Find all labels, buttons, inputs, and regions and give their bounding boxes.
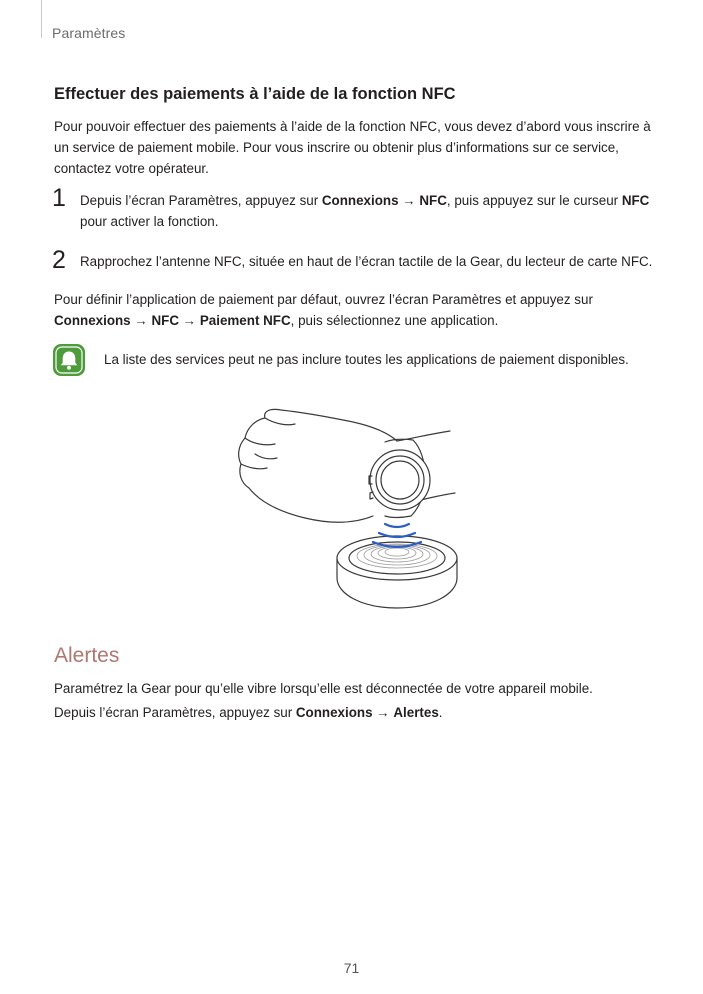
alerts-description: Paramétrez la Gear pour qu’elle vibre lorsqu’elle est déconnectée de votre appareil mobile. bbox=[54, 681, 593, 696]
step-1-number: 1 bbox=[52, 184, 66, 212]
step-2-text: Rapprochez l’antenne NFC, située en haut de l’écran tactile de la Gear, du lecteur de carte NFC. bbox=[80, 254, 653, 269]
page-number: 71 bbox=[343, 960, 360, 976]
nfc-intro: Pour pouvoir effectuer des paiements à l’aide de la fonction NFC, vous devez d’abord vous inscrire à un service de paiement mobile. Pour vous inscrire ou obtenir plus d’informations sur ce service, contactez votre opérateur. bbox=[54, 119, 651, 176]
note-text: La liste des services peut ne pas inclure toutes les applications de paiement disponibles. bbox=[104, 352, 629, 367]
step-1-text: Depuis l’écran Paramètres, appuyez sur Connexions → NFC, puis appuyez sur le curseur NFC pour activer la fonction. bbox=[80, 193, 650, 229]
nfc-watch-illustration bbox=[225, 398, 485, 613]
running-header: Paramètres bbox=[52, 25, 126, 41]
alerts-section-title: Alertes bbox=[54, 644, 120, 667]
header-rule bbox=[41, 0, 42, 38]
step-2-number: 2 bbox=[52, 246, 66, 274]
nfc-section-title: Effectuer des paiements à l’aide de la fonction NFC bbox=[54, 85, 456, 103]
bell-icon bbox=[53, 344, 85, 376]
alerts-path: Depuis l’écran Paramètres, appuyez sur Connexions → Alertes. bbox=[54, 705, 443, 720]
default-app-paragraph: Pour définir l’application de paiement par défaut, ouvrez l’écran Paramètres et appuyez sur Connexions → NFC → Paiement NFC, puis sélectionnez une application. bbox=[54, 292, 593, 328]
